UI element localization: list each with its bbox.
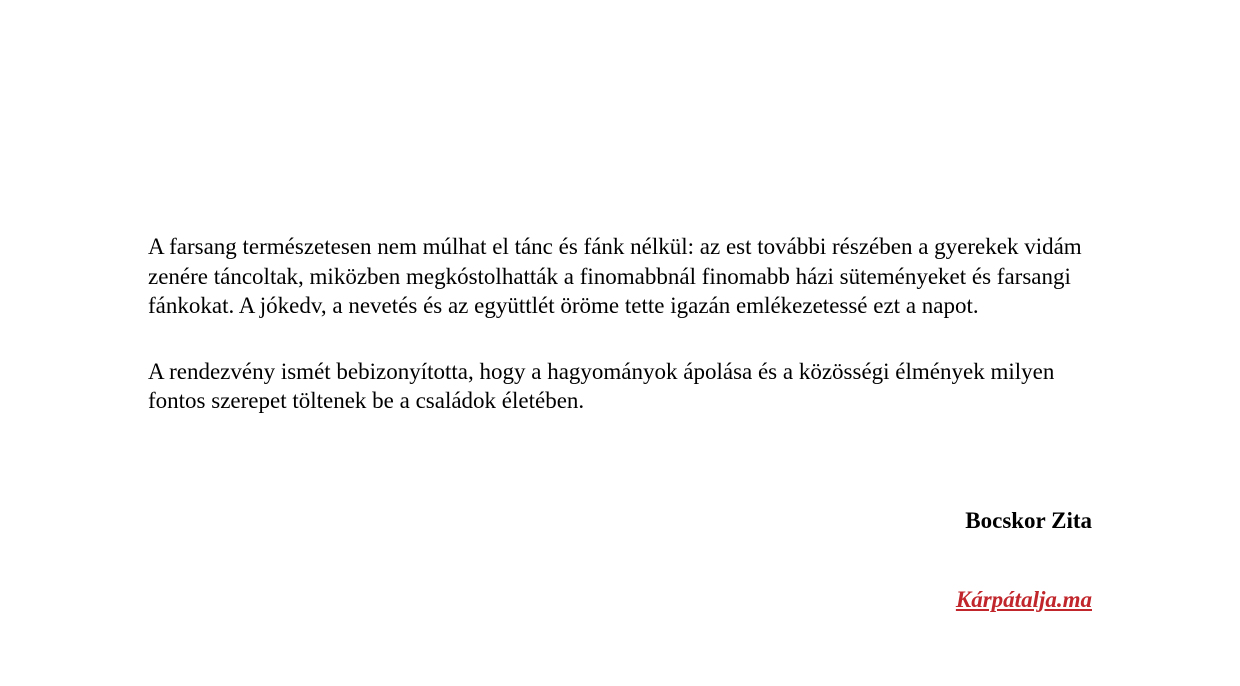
paragraph-rendezveny: A rendezvény ismét bebizonyította, hogy a hagyományok ápolása és a közösségi élmények milyen fontos szerepet töltenek be a családok életében. [148, 358, 1055, 413]
article-body [148, 232, 1092, 416]
author-name: Bocskor Zita [965, 508, 1092, 533]
paragraph-farsang: A farsang természetesen nem múlhat el tánc és fánk nélkül: az est további részében a gyerekek vidám zenére táncoltak, miközben megkóstolhatták a finomabbnál finomabb házi süteményeket és farsangi fánkokat. A jókedv, a nevetés és az együttlét öröme tette igazán emlékezetessé ezt a napot. [148, 234, 1082, 318]
source-link[interactable]: Kárpátalja.ma [955, 587, 1092, 612]
source-line [148, 585, 1092, 615]
